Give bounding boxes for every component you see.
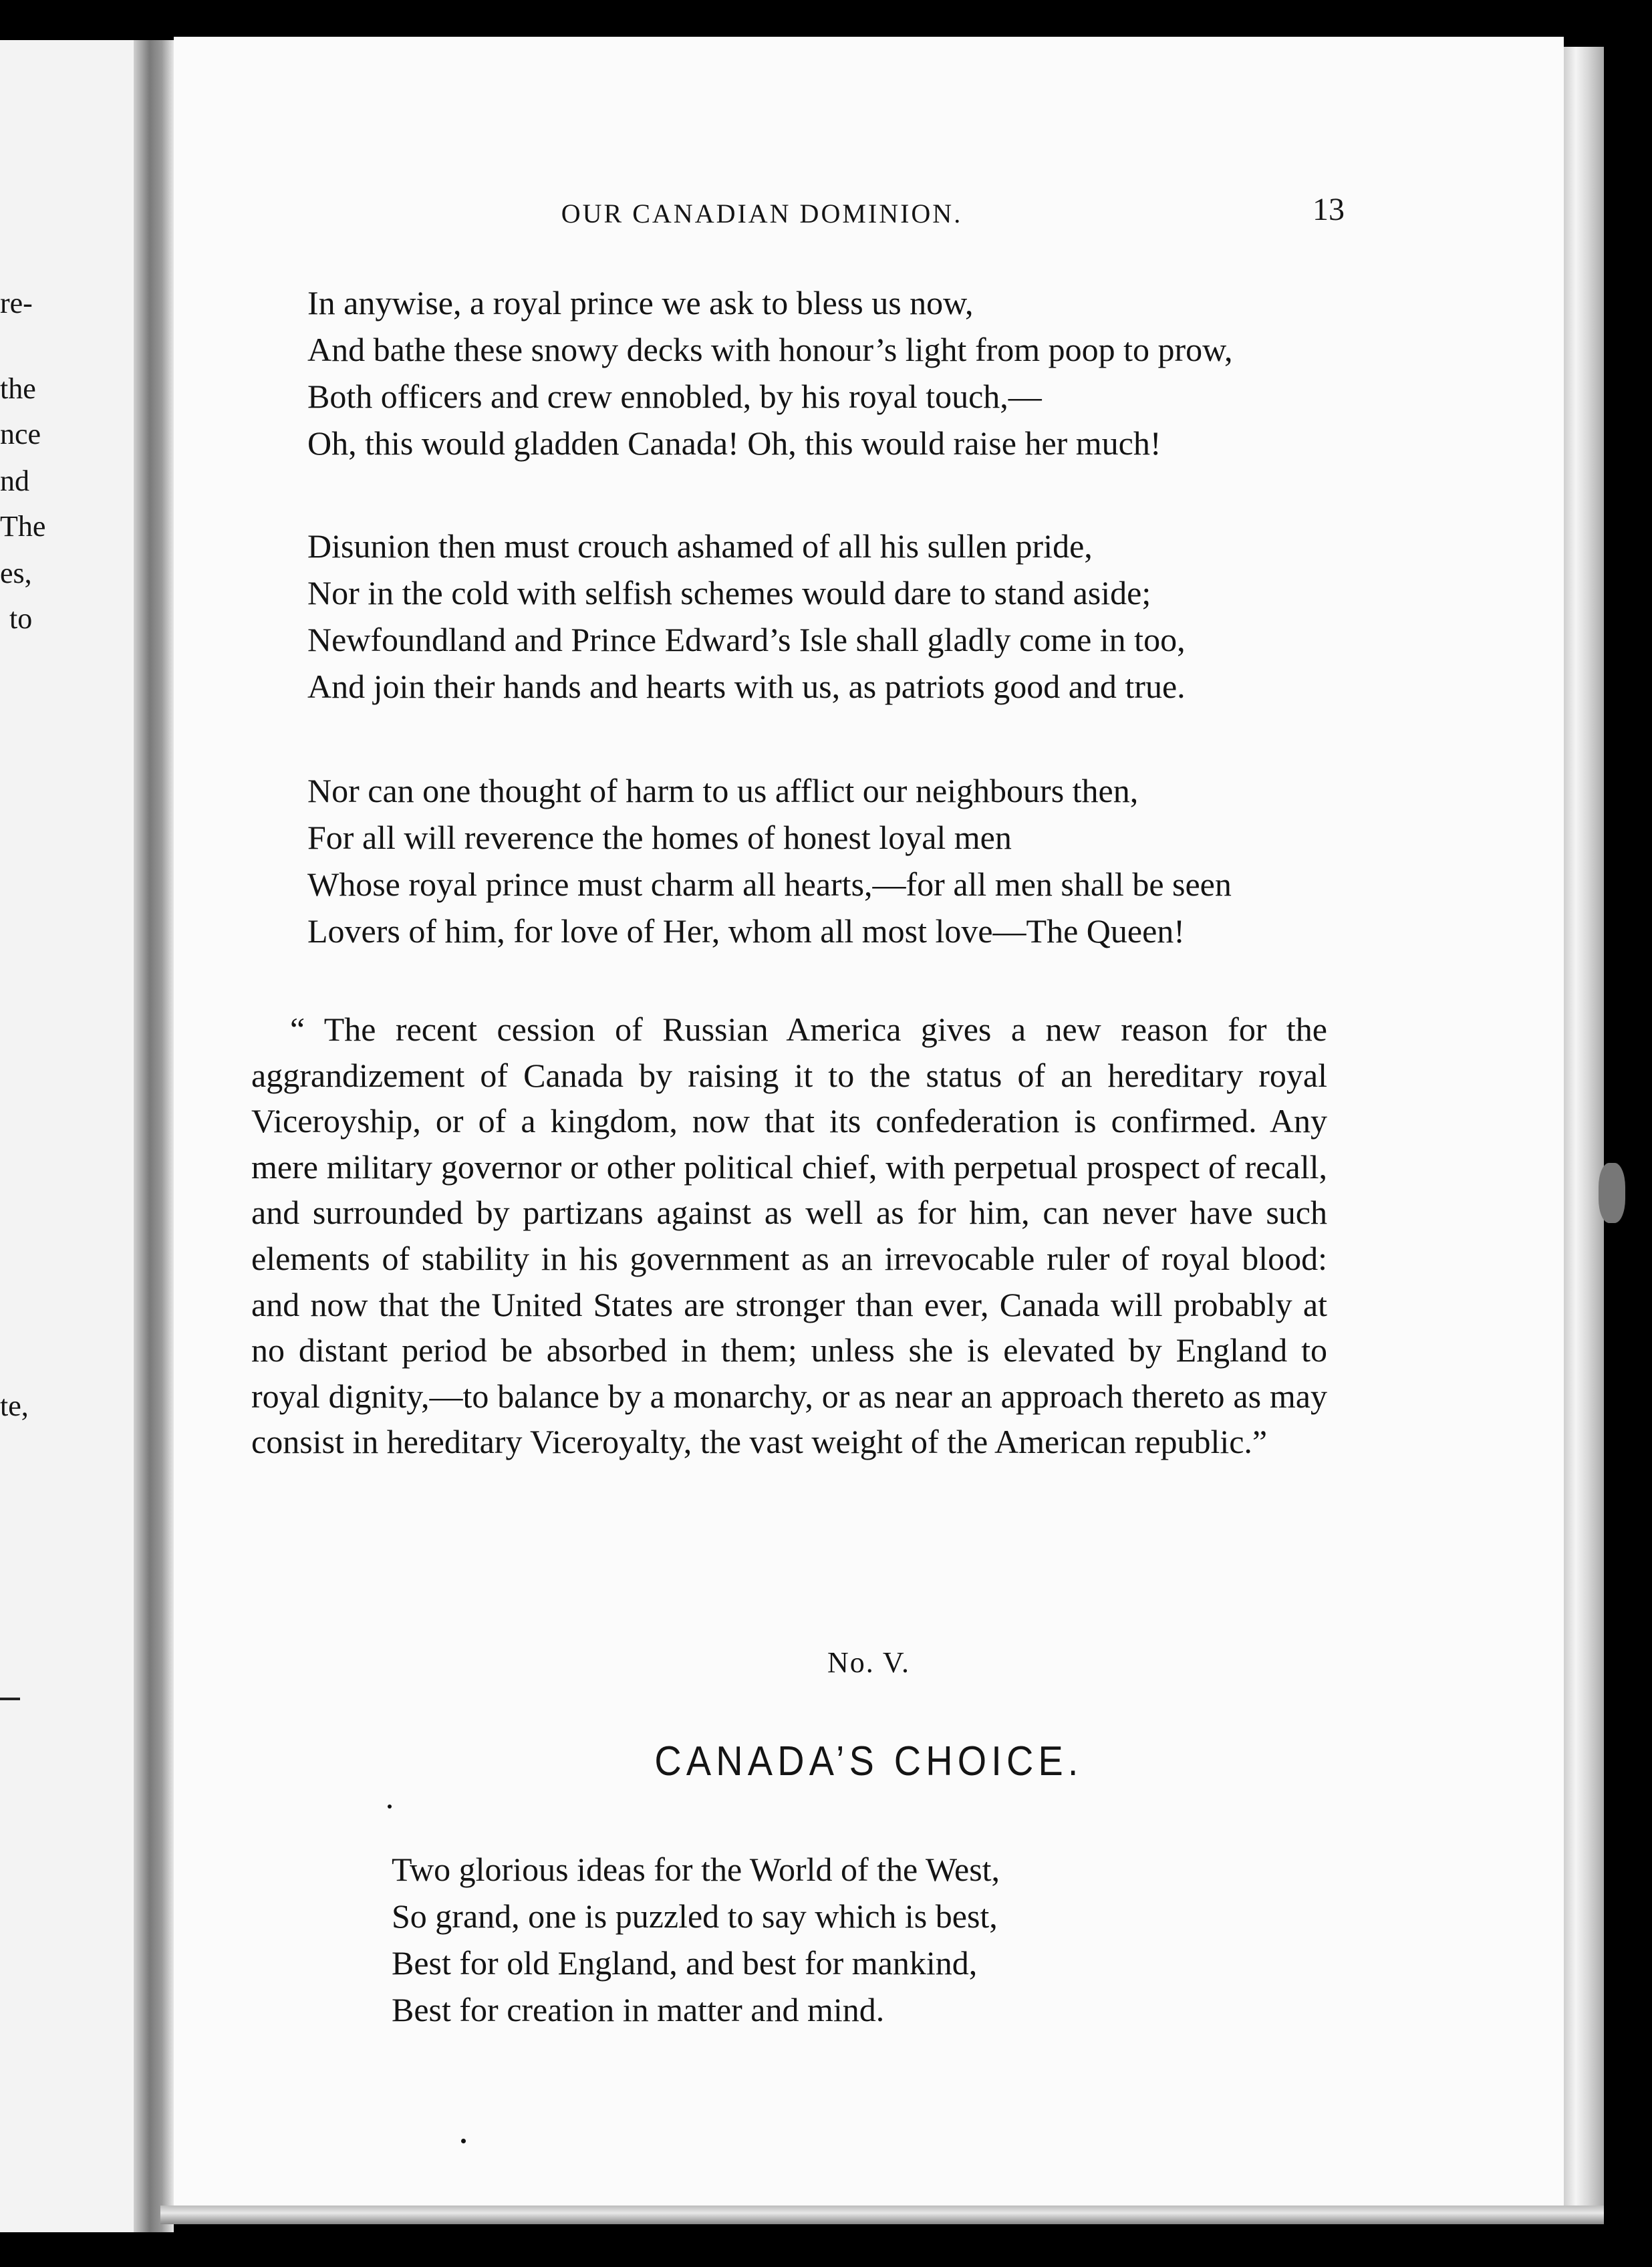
section-number: No. V. (827, 1646, 911, 1679)
left-page-fragment: to (9, 602, 33, 635)
verse-line: So grand, one is puzzled to say which is best, (392, 1897, 998, 1935)
quoted-passage: “ The recent cession of Russian America gives a new reason for the aggrandizement of Canada by raising it to the status of an hereditary royal Viceroyship, or of a kingdom, now that its confederation is confirmed. Any mere military governor or other political chief, with perpetual prospect of recall, and surrounded by partizans against as well as for him, can never have such elements of stability in his government as an irrevocable ruler of royal blood: and now that the United States are stronger than ever, Canada will probably at no distant period be absorbed in them; unless she is elevated by England to royal dignity,—to balance by a monarchy, or as near an approach thereto as may consist in hereditary Viceroyalty, the vast weight of the American republic.” (251, 1011, 1327, 1461)
scan-speck (461, 2139, 466, 2143)
section-title: CANADA’S CHOICE. (654, 1738, 1083, 1784)
verse-line: Whose royal prince must charm all hearts,—for all men shall be seen (307, 865, 1232, 903)
poem-stanza-2 (307, 523, 1337, 710)
poem-stanza-3 (307, 767, 1337, 954)
verse-line: Lovers of him, for love of Her, whom all most love—The Queen! (307, 912, 1185, 950)
verse-line: And join their hands and hearts with us, as patriots good and true. (307, 668, 1186, 705)
left-page-fragment: te, (0, 1389, 29, 1422)
poem-stanza-1 (307, 279, 1337, 466)
verse-line: For all will reverence the homes of honest loyal men (307, 819, 1012, 856)
page-edge-bottom (160, 2206, 1604, 2224)
scan-blemish (1599, 1163, 1625, 1223)
poem-canadas-choice (392, 1846, 1421, 2033)
book-gutter (134, 40, 174, 2232)
left-page-fragment: nd (0, 464, 29, 497)
page-edge (1564, 47, 1604, 2206)
left-page-fragment: nce (0, 418, 41, 450)
verse-line: Nor in the cold with selfish schemes would dare to stand aside; (307, 574, 1151, 612)
left-facing-page (0, 40, 134, 2232)
left-page-rule (0, 1698, 20, 1700)
left-page-fragment: the (0, 372, 36, 405)
verse-line: In anywise, a royal prince we ask to bless us now, (307, 284, 974, 321)
verse-line: Nor can one thought of harm to us afflict our neighbours then, (307, 772, 1139, 809)
verse-line: Newfoundland and Prince Edward’s Isle shall gladly come in too, (307, 621, 1186, 658)
page-number: 13 (1313, 192, 1345, 227)
verse-line: Both officers and crew ennobled, by his royal touch,— (307, 378, 1042, 415)
left-page-fragment: The (0, 510, 46, 543)
left-page-fragment: es, (0, 557, 32, 589)
verse-line: And bathe these snowy decks with honour’s light from poop to prow, (307, 331, 1233, 368)
verse-line: Two glorious ideas for the World of the West, (392, 1851, 1000, 1888)
running-head: OUR CANADIAN DOMINION. (561, 198, 963, 229)
verse-line: Disunion then must crouch ashamed of all his sullen pride, (307, 527, 1093, 565)
verse-line: Best for creation in matter and mind. (392, 1991, 885, 2028)
scan-speck (388, 1805, 392, 1809)
verse-line: Oh, this would gladden Canada! Oh, this would raise her much! (307, 424, 1161, 462)
verse-line: Best for old England, and best for mankind, (392, 1944, 978, 1982)
left-page-fragment: re- (0, 287, 33, 319)
